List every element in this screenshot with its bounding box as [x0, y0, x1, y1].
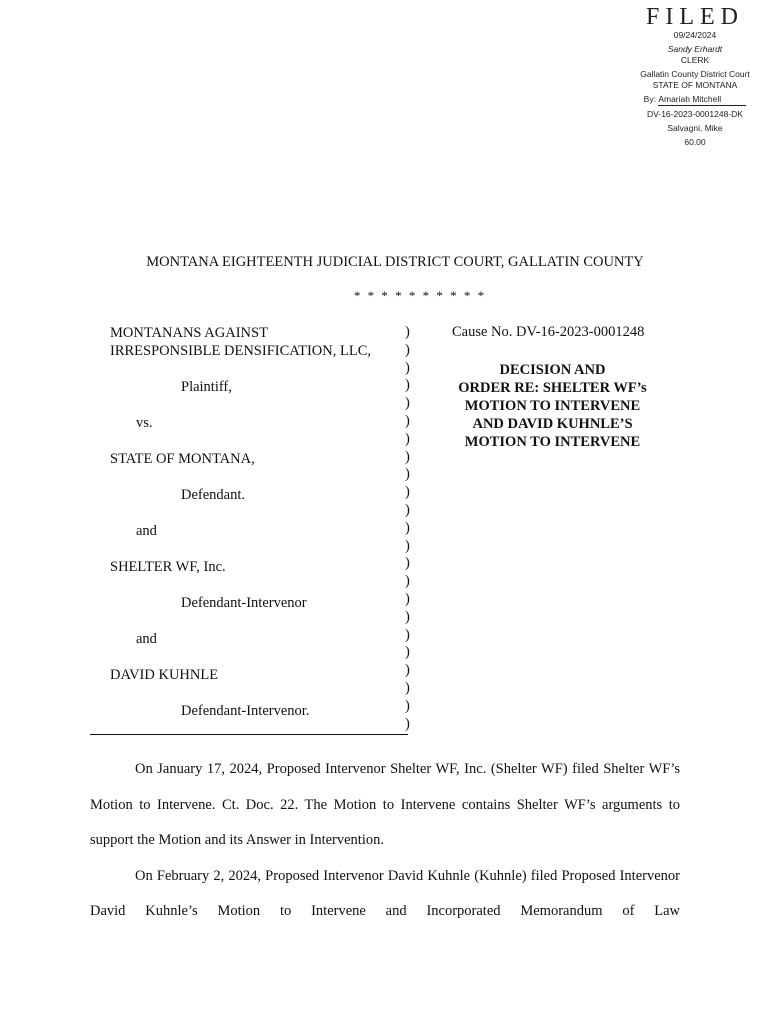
- plaintiff-role: Plaintiff,: [181, 379, 232, 395]
- caption-paren: ): [405, 484, 410, 501]
- filed-date: 09/24/2024: [673, 30, 717, 40]
- caption-paren: ): [405, 608, 410, 625]
- case-caption-parties: [110, 324, 371, 720]
- caption-parentheses: [405, 324, 410, 733]
- paragraph-2: On February 2, 2024, Proposed Intervenor David Kuhnle (Kuhnle) filed Proposed Intervenor David Kuhnle’s Motion to Intervene and Incorporated Memorandum of Law: [90, 867, 680, 919]
- caption-paren: ): [405, 430, 410, 447]
- separator-stars: * * * * * * * * * *: [353, 288, 487, 303]
- title-line-4: AND DAVID KUHNLE’S: [472, 416, 633, 432]
- title-line-1: DECISION AND: [499, 362, 606, 378]
- intervenor-2-name: DAVID KUHNLE: [110, 667, 219, 683]
- plaintiff-name-line1: MONTANANS AGAINST: [110, 325, 268, 341]
- caption-paren: ): [405, 555, 410, 572]
- caption-paren: ): [405, 715, 410, 732]
- title-line-3: MOTION TO INTERVENE: [464, 398, 641, 414]
- plaintiff-name-line2: IRRESPONSIBLE DENSIFICATION, LLC,: [110, 343, 372, 359]
- stamp-fee: 60.00: [684, 137, 706, 147]
- by-name: Amariah Mitchell: [658, 94, 746, 106]
- caption-underline: [90, 734, 408, 735]
- defendant-role: Defendant.: [181, 487, 246, 503]
- stamp-court: Gallatin County District Court: [640, 69, 750, 79]
- body-text: [90, 752, 680, 930]
- clerk-title: CLERK: [680, 55, 710, 65]
- by-label: By:: [643, 94, 656, 104]
- intervenor-2-role: Defendant-Intervenor.: [181, 703, 310, 719]
- caption-paren: ): [405, 412, 410, 429]
- caption-paren: ): [405, 448, 410, 465]
- caption-paren: ): [405, 466, 410, 483]
- clerk-name: Sandy Erhardt: [667, 44, 723, 54]
- caption-paren: ): [405, 626, 410, 643]
- title-line-2: ORDER RE: SHELTER WF’s: [458, 380, 647, 396]
- intervenor-1-name: SHELTER WF, Inc.: [110, 559, 226, 575]
- caption-paren: ): [405, 359, 410, 376]
- caption-paren: ): [405, 341, 410, 358]
- versus-label: vs.: [136, 415, 153, 431]
- caption-paren: ): [405, 644, 410, 661]
- caption-paren: ): [405, 395, 410, 412]
- caption-paren: ): [405, 697, 410, 714]
- intervenor-1-role: Defendant-Intervenor: [181, 595, 307, 611]
- filed-stamp: [630, 4, 760, 148]
- caption-paren: ): [405, 679, 410, 696]
- caption-paren: ): [405, 573, 410, 590]
- stamp-judge: Salvagni, Mike: [667, 123, 723, 133]
- defendant-name: STATE OF MONTANA,: [110, 451, 255, 467]
- filed-heading: FILED: [646, 4, 744, 30]
- stamp-by: [630, 94, 760, 106]
- and-label-1: and: [136, 523, 157, 539]
- caption-paren: ): [405, 324, 410, 340]
- caption-paren: ): [405, 377, 410, 394]
- stamp-case-number: DV-16-2023-0001248-DK: [647, 109, 743, 119]
- title-line-5: MOTION TO INTERVENE: [464, 434, 641, 450]
- caption-paren: ): [405, 590, 410, 607]
- document-title: [445, 361, 660, 451]
- court-title: MONTANA EIGHTEENTH JUDICIAL DISTRICT COURT, GALLATIN COUNTY: [146, 254, 644, 270]
- cause-number: Cause No. DV-16-2023-0001248: [452, 324, 645, 340]
- caption-paren: ): [405, 537, 410, 554]
- caption-paren: ): [405, 662, 410, 679]
- caption-paren: ): [405, 519, 410, 536]
- stamp-state: STATE OF MONTANA: [652, 80, 738, 90]
- and-label-2: and: [136, 631, 157, 647]
- paragraph-1: On January 17, 2024, Proposed Intervenor Shelter WF, Inc. (Shelter WF) filed Shelter WF’s Motion to Intervene. Ct. Doc. 22. The Motion to Intervene contains Shelter WF’s arguments to support the Motion and its Answer in Intervention.: [90, 761, 680, 848]
- caption-paren: ): [405, 501, 410, 518]
